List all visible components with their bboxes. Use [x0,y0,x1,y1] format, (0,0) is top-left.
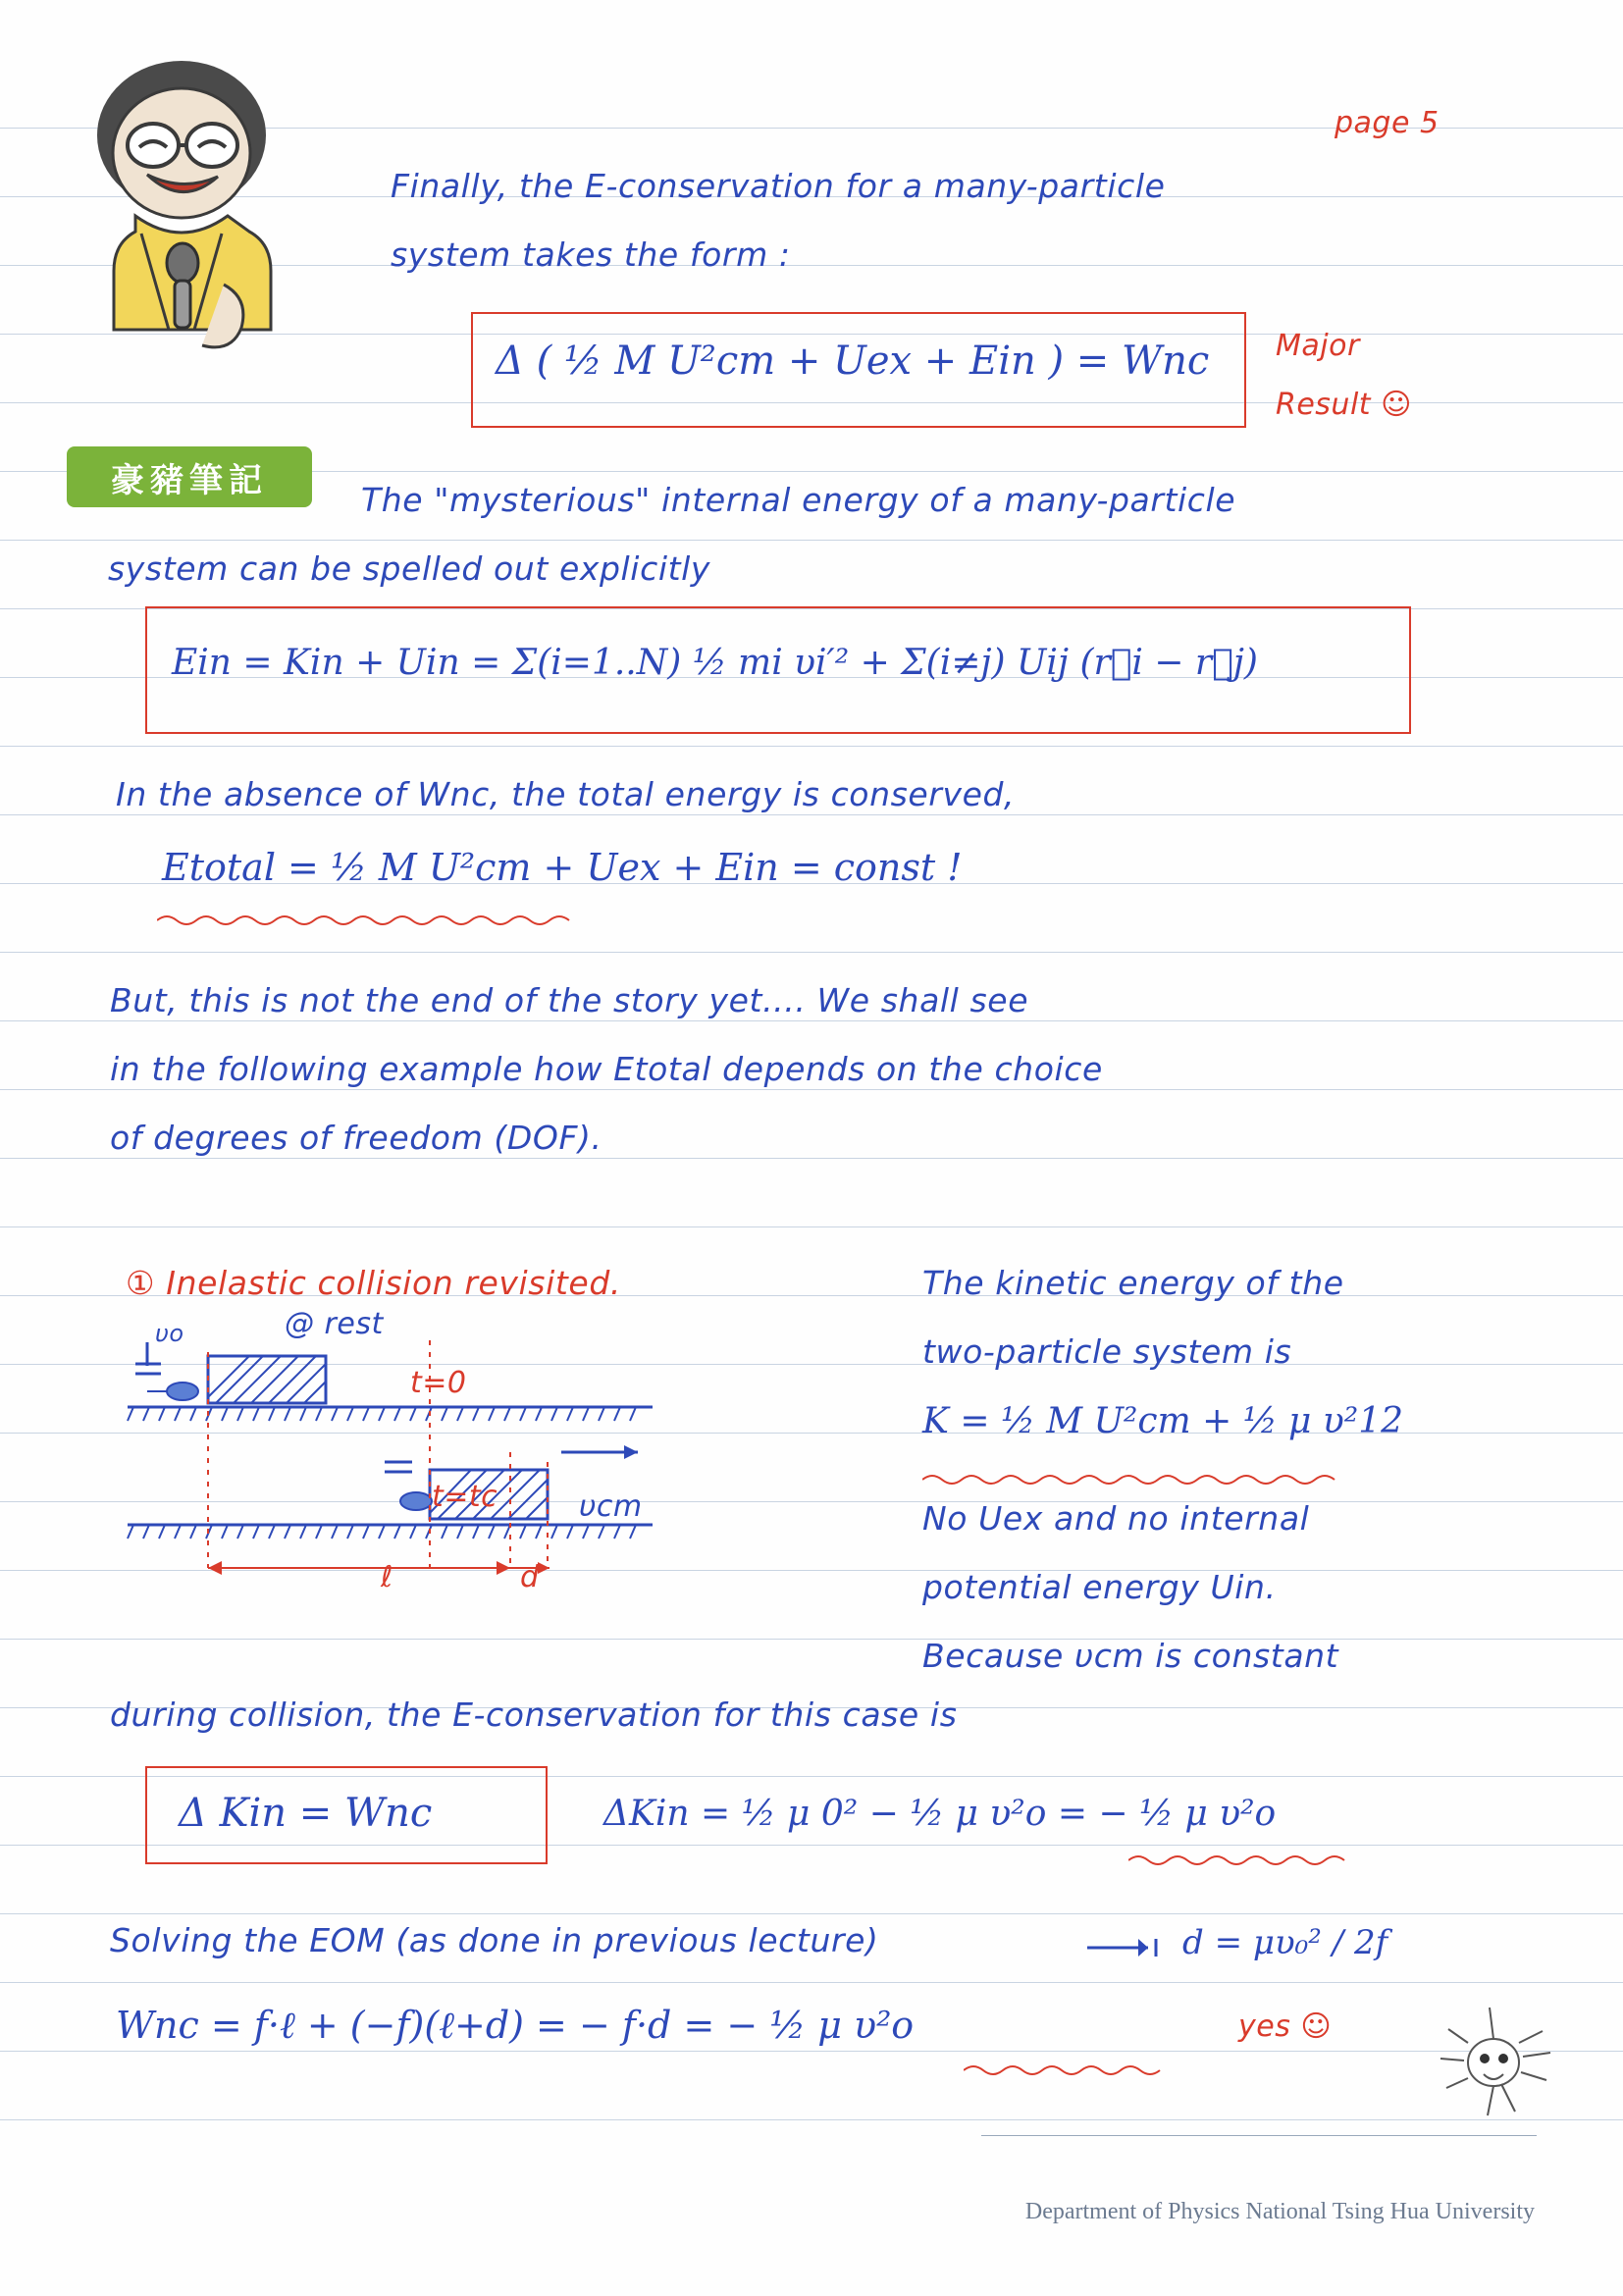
para2-line1: The "mysterious" internal energy of a many-particle [361,481,1236,519]
eq-wnc: Wnc = f·ℓ + (−f)(ℓ+d) = − f·d = − ½ μ υ²o [116,2004,915,2047]
eq-deltakin-expanded: ΔKin = ½ μ 0² − ½ μ υ²o = − ½ μ υ²o [603,1794,1277,1834]
right-line-3: No Uex and no internal [922,1499,1310,1538]
doodle-creature-icon [1433,1992,1560,2129]
rule-line [0,1982,1623,1983]
label-t0: t=0 [410,1366,467,1400]
right-line-5: Because υcm is constant [922,1637,1339,1675]
para2-line2: system can be spelled out explicitly [108,549,711,588]
right-line-2: two-particle system is [922,1332,1292,1371]
rule-line [0,1020,1623,1021]
rule-line [0,1913,1623,1914]
para4-line2: in the following example how Etotal depends on the choice [110,1050,1103,1088]
avatar [77,59,288,383]
rule-line [0,2119,1623,2120]
para1-line1: Finally, the E-conservation for a many-particle [391,167,1166,205]
page-footer: Department of Physics National Tsing Hua University [1024,2199,1535,2224]
rule-line [0,746,1623,747]
eq-boxed-deltakin: Δ Kin = Wnc [179,1791,433,1836]
rule-line [0,1226,1623,1227]
right-line-1: The kinetic energy of the [922,1264,1344,1302]
eq-kinetic-energy: K = ½ M U²cm + ½ μ υ²12 [922,1401,1404,1441]
eq-major-result: Δ ( ½ M U²cm + Uex + Ein ) = Wnc [496,339,1210,384]
eq-ein: Ein = Kin + Uin = Σ(i=1..N) ½ mi υi′² + Σ(i≠j) Uij (r⃗i − r⃗j) [172,643,1258,683]
para3-line1: In the absence of Wnc, the total energy is conserved, [116,775,1016,813]
underline-squiggle [964,2062,1170,2076]
label-tc: t=tc [432,1480,498,1514]
rule-line [0,952,1623,953]
collision-diagram [118,1305,824,1747]
arrow-icon [1087,1933,1174,1962]
rule-line [0,814,1623,815]
label-vcm: υcm [579,1489,643,1524]
label-at-rest: @ rest [285,1307,384,1341]
eq-etotal: Etotal = ½ M U²cm + Uex + Ein = const ! [162,846,963,889]
para4-line1: But, this is not the end of the story yet.... We shall see [110,981,1029,1019]
example-heading: ① Inelastic collision revisited. [126,1264,621,1302]
bottom-line-1: during collision, the E-conservation for this case is [110,1696,958,1734]
label-length-d: d [520,1560,540,1594]
underline-squiggle [1128,1852,1354,1866]
rule-line [0,2051,1623,2052]
para1-line2: system takes the form : [391,235,791,274]
underline-squiggle [157,913,579,926]
underline-squiggle [922,1472,1344,1486]
notebook-stamp: 豪豬筆記 [67,446,312,507]
page-number: page 5 [1335,106,1440,140]
para4-line3: of degrees of freedom (DOF). [110,1119,602,1157]
rule-line [0,540,1623,541]
eq-d-result: d = μυ₀² / 2f [1182,1923,1388,1962]
label-v0: υo [155,1320,184,1347]
footer-rule [981,2135,1537,2136]
rule-line [0,1089,1623,1090]
rule-line [0,1158,1623,1159]
label-length-l: ℓ [381,1560,393,1594]
solving-eom-line: Solving the EOM (as done in previous lecture) [110,1921,879,1959]
major-result-note-2: Result ☺ [1276,388,1412,422]
right-line-4: potential energy Uin. [922,1568,1277,1606]
major-result-note-1: Major [1276,329,1360,363]
yes-note: yes ☺ [1238,2009,1333,2044]
